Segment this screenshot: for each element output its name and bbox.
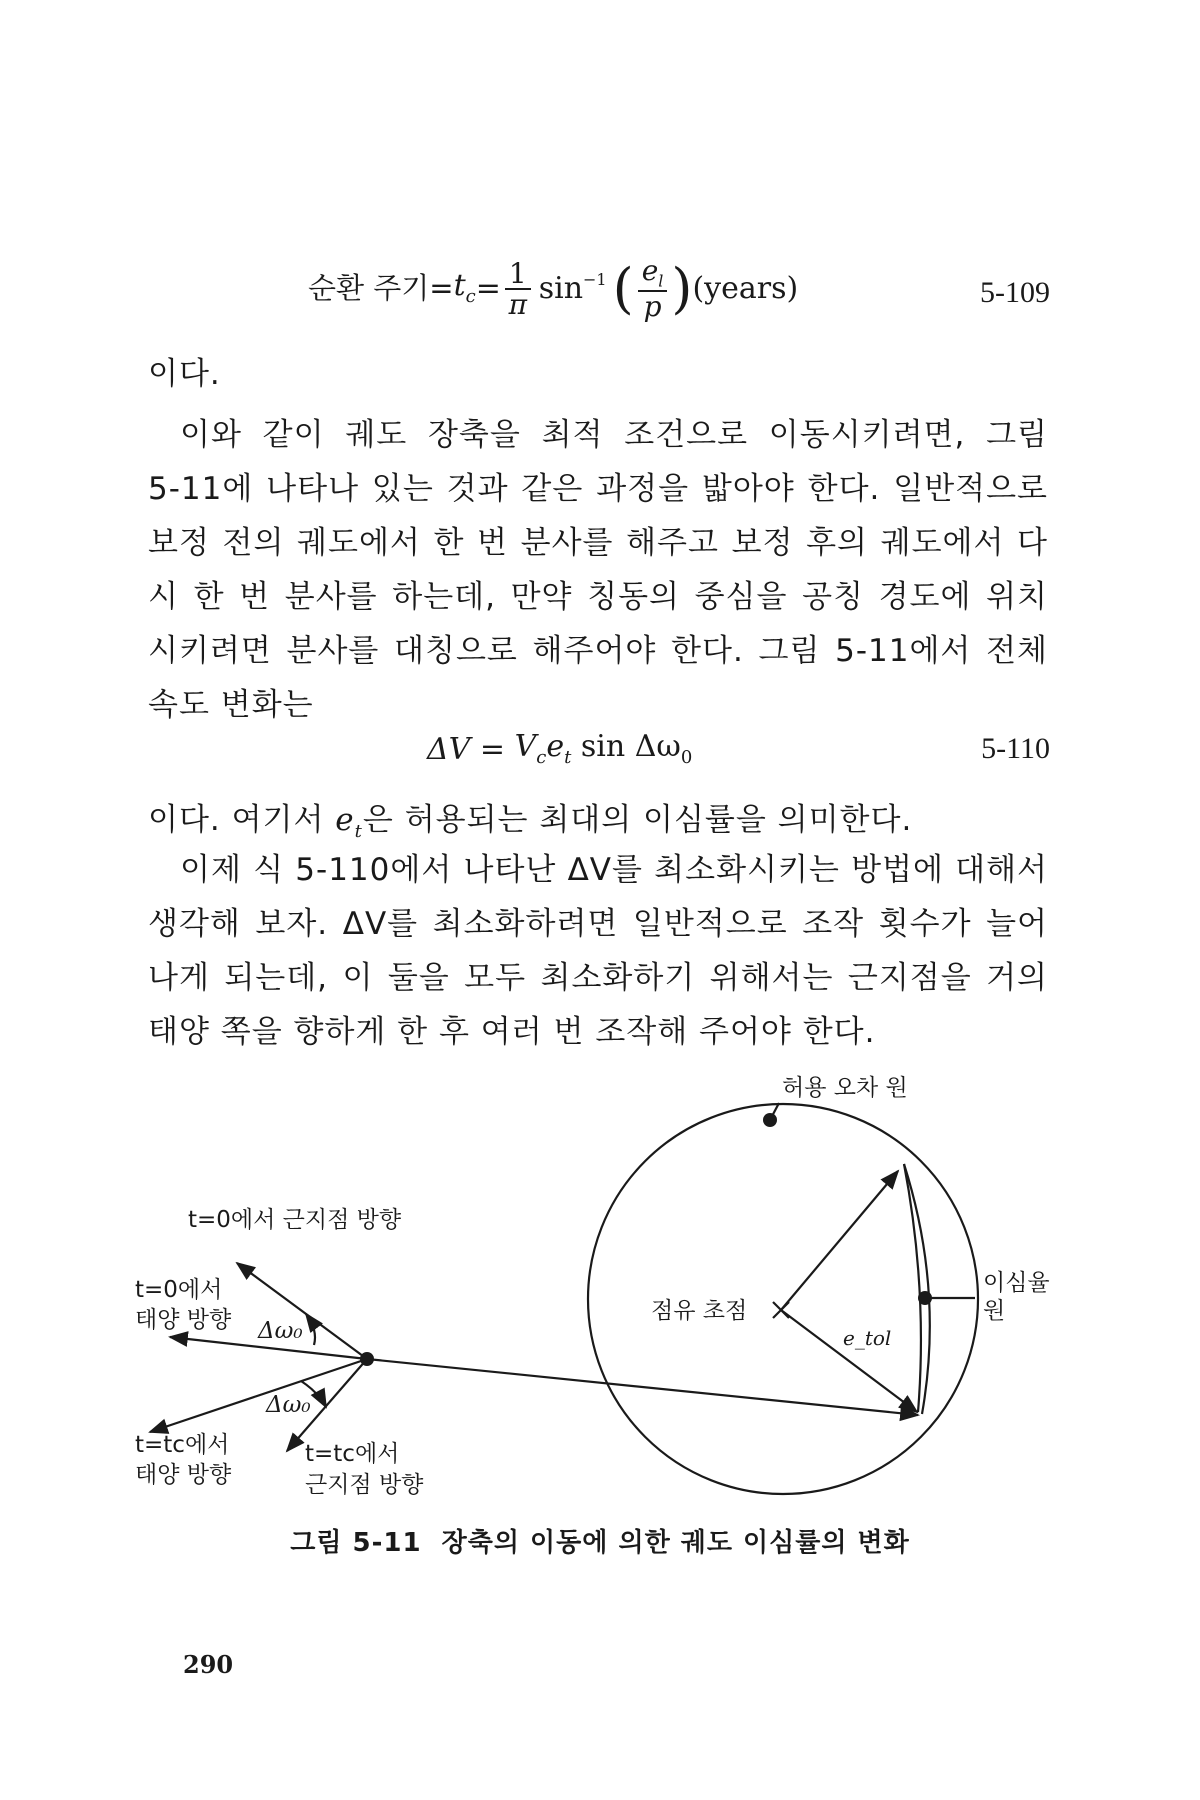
sun-direction-line: [367, 1359, 918, 1415]
eq1-paren-den: p: [643, 290, 662, 324]
tolerance-circle-point: [763, 1113, 777, 1127]
paragraph-line: 생각해 보자. ΔV를 최소화하려면 일반적으로 조작 횟수가 늘어: [148, 906, 1048, 942]
label-tc-sun-1: t=tc에서: [135, 1432, 230, 1458]
paragraph-line: 이와 같이 궤도 장축을 최적 조건으로 이동시키려면, 그림: [180, 417, 1048, 453]
paragraph-line: 이제 식 5-110에서 나타난 ΔV를 최소화시키는 방법에 대해서: [180, 852, 1048, 888]
eq1-tc: $t_c$: [453, 268, 476, 308]
label-tc-perigee-2: 근지점 방향: [305, 1472, 424, 1498]
label-dw-lower: Δω₀: [266, 1392, 311, 1418]
t0-perigee-line: [237, 1263, 367, 1359]
eq1-lhs: 순환 주기=: [308, 271, 454, 306]
eq1-sin-sup: −1: [583, 269, 607, 289]
eq2-lhs: ΔV: [427, 731, 471, 767]
eccentricity-circle-point: [918, 1291, 932, 1305]
paragraph-line: 보정 전의 궤도에서 한 번 분사를 해주고 보정 후의 궤도에서 다: [148, 525, 1048, 561]
origin-point: [360, 1352, 374, 1366]
label-ecc-circle-1: 이심율: [983, 1270, 1050, 1296]
eq1-number: 5-109: [980, 276, 1050, 309]
eq1-unit: (years): [692, 270, 799, 306]
eq1-equals: =: [475, 270, 501, 306]
eq1-paren-num: $e_l$: [638, 256, 668, 292]
label-t0-sun-2: 태양 방향: [135, 1307, 232, 1333]
paragraph-line: 나게 되는데, 이 둘을 모두 최소화하기 위해서는 근지점을 거의: [148, 960, 1048, 996]
label-tc-perigee-1: t=tc에서: [305, 1441, 400, 1467]
eq1-sin: sin: [538, 270, 584, 306]
figure-caption: 그림 5-11 장축의 이동에 의한 궤도 이심률의 변화: [290, 1528, 910, 1558]
paragraph-line: 이다.: [148, 356, 221, 392]
label-t0-sun-1: t=0에서: [135, 1277, 223, 1303]
eq1-frac-num: 1: [505, 259, 531, 290]
label-tc-sun-2: 태양 방향: [135, 1462, 232, 1488]
paragraph-line: 시키려면 분사를 대칭으로 해주어야 한다. 그림 5-11에서 전체: [148, 633, 1048, 669]
label-focus: 점유 초점: [651, 1298, 748, 1324]
label-t0-perigee: t=0에서 근지점 방향: [188, 1207, 402, 1233]
label-etol: e_tol: [843, 1326, 892, 1350]
eq2-e: $e_t$: [546, 729, 572, 768]
eq1-frac-den: π: [508, 287, 527, 321]
eq2-number: 5-110: [981, 732, 1050, 765]
paragraph-line: 5-11에 나타나 있는 것과 같은 과정을 밟아야 한다. 일반적으로: [148, 471, 1048, 507]
paragraph-line: 시 한 번 분사를 하는데, 만약 칭동의 중심을 공칭 경도에 위치: [148, 579, 1048, 615]
eq1-lparen: (: [612, 256, 634, 320]
eccentricity-circle-arc: [904, 1164, 930, 1414]
paragraph-line: 이다. 여기서 $e_t$은 허용되는 최대의 이심률을 의미한다.: [148, 802, 913, 843]
eccentricity-circle-inner-arc: [904, 1164, 921, 1412]
paragraph-line: 태양 쪽을 향하게 한 후 여러 번 조작해 주어야 한다.: [148, 1014, 876, 1050]
label-dw-upper: Δω₀: [258, 1318, 303, 1344]
paragraph-line: 속도 변화는: [148, 687, 314, 723]
etol-vector-up: [781, 1171, 898, 1310]
eq1-rparen: ): [671, 256, 693, 320]
page-number: 290: [183, 1650, 234, 1679]
eq2-rest: $\sin \Delta\omega_0$: [571, 729, 693, 768]
label-tolerance-circle: 허용 오차 원: [782, 1075, 908, 1101]
label-ecc-circle-2: 원: [983, 1298, 1006, 1324]
eq2-v: $V_c$: [514, 729, 547, 768]
eq2-mid: =: [470, 731, 515, 767]
